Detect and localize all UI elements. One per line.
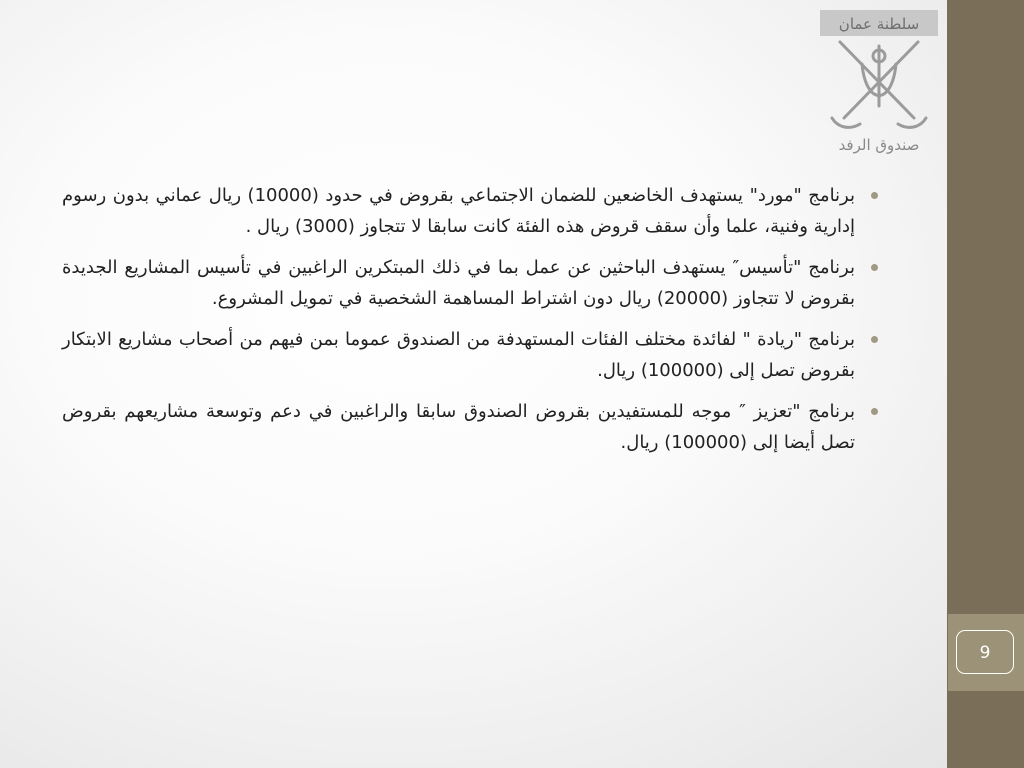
list-item bbox=[62, 396, 885, 458]
list-item bbox=[62, 180, 885, 242]
bullet-icon bbox=[871, 192, 878, 199]
page-number-box bbox=[948, 614, 1024, 691]
logo-top-text: سلطنة عمان bbox=[838, 15, 920, 33]
bullet-icon bbox=[871, 336, 878, 343]
logo bbox=[818, 6, 942, 156]
bullet-text: برنامج "تعزيز ″ موجه للمستفيدين بقروض الصندوق سابقا والراغبين في دعم وتوسعة مشاريعهم بقروض تصل أيضا إلى (100000) ريال. bbox=[62, 401, 855, 453]
list-item bbox=[62, 324, 885, 386]
list-item bbox=[62, 252, 885, 314]
bullet-icon bbox=[871, 264, 878, 271]
page-number-frame bbox=[956, 630, 1014, 674]
bullet-list bbox=[62, 180, 885, 458]
oman-khanjar-emblem-icon bbox=[832, 42, 926, 127]
logo-bottom-text: صندوق الرفد bbox=[838, 136, 920, 154]
bullet-text: برنامج "مورد" يستهدف الخاضعين للضمان الاجتماعي بقروض في حدود (10000) ريال عماني بدون رسوم إدارية وفنية، علما وأن سقف قروض هذه الفئة كانت سابقا لا تتجاوز (3000) ريال . bbox=[62, 185, 855, 237]
bullet-text: برنامج "ريادة " لفائدة مختلف الفئات المستهدفة من الصندوق عموما بمن فيهم من أصحاب مشاريع الابتكار بقروض تصل إلى (100000) ريال. bbox=[62, 329, 855, 381]
page-number: 9 bbox=[979, 643, 991, 663]
bullet-icon bbox=[871, 408, 878, 415]
logo-svg bbox=[818, 6, 942, 156]
bullet-text: برنامج "تأسيس″ يستهدف الباحثين عن عمل بما في ذلك المبتكرين الراغبين في تأسيس المشاريع الجديدة بقروض لا تتجاوز (20000) ريال دون اشتراط المساهمة الشخصية في تمويل المشروع. bbox=[62, 257, 855, 309]
content bbox=[62, 180, 885, 468]
